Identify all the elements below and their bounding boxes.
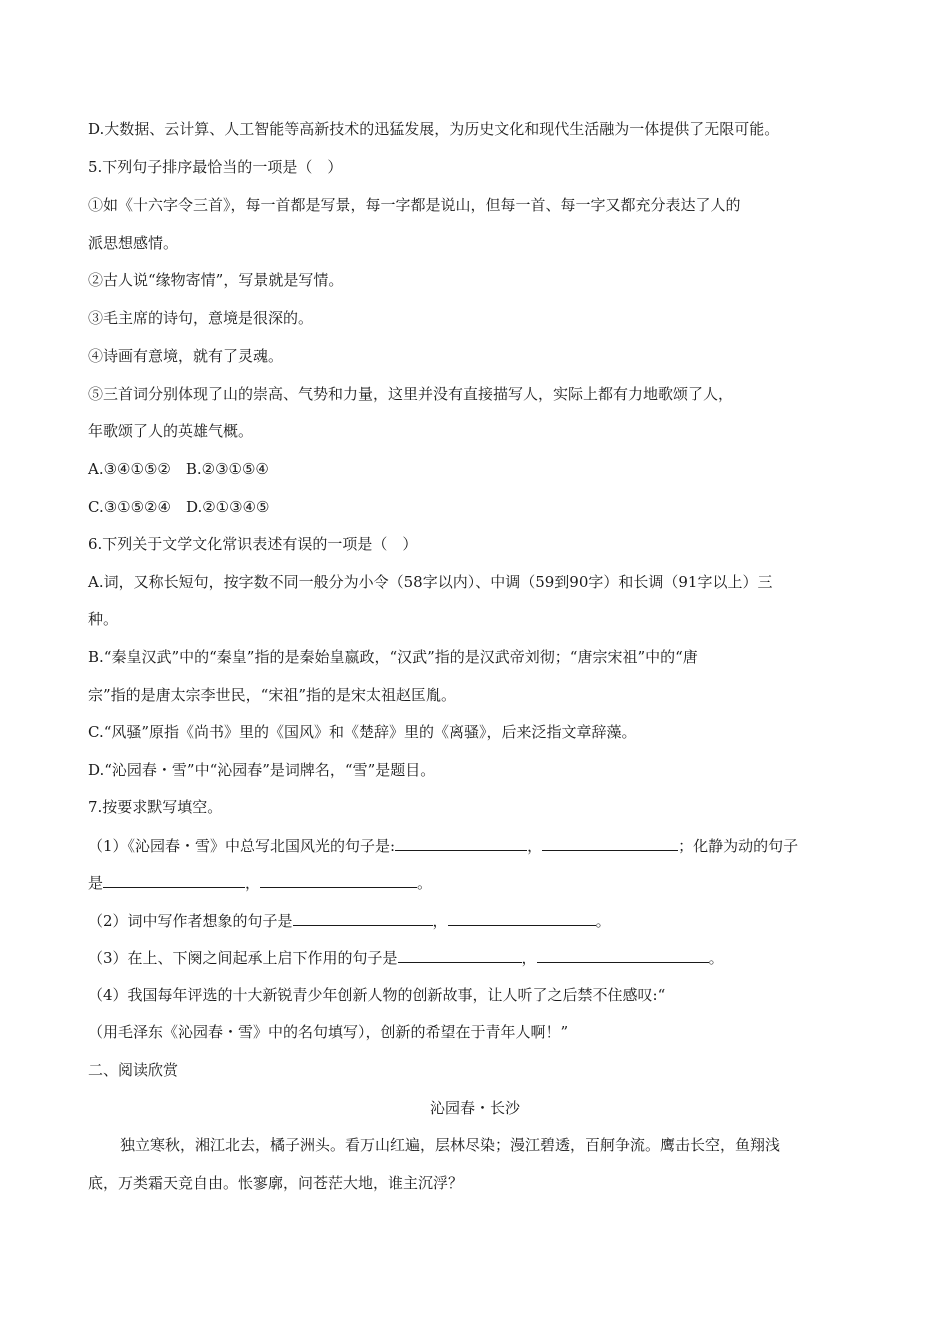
q7-part-1-line-2 (88, 872, 432, 893)
q7-part-2 (88, 910, 611, 931)
punctuation: 。 (417, 874, 433, 892)
sentence-4: ④诗画有意境，就有了灵魂。 (88, 347, 284, 365)
section-heading: 二、阅读欣赏 (88, 1061, 179, 1079)
q7-part-4-line-2: （用毛泽东《沁园春・雪》中的名句填写），创新的希望在于青年人啊！” (88, 1023, 569, 1041)
punctuation: 。 (708, 949, 724, 967)
fill-blank[interactable] (448, 910, 596, 926)
fill-blank[interactable] (395, 835, 527, 851)
q6-option-c: C.“风骚”原指《尚书》里的《国风》和《楚辞》里的《离骚》，后来泛指文章辞藻。 (88, 723, 637, 741)
q6-option-a-line-2: 种。 (88, 610, 119, 628)
q5-options-cd: C.③①⑤②④ D.②①③④⑤ (88, 498, 270, 516)
q7-part-4-line-1: （4）我国每年评选的十大新锐青少年创新人物的创新故事，让人听了之后禁不住感叹:“ (88, 986, 666, 1004)
sentence-1-line-1: ①如《十六字令三首》，每一首都是写景，每一字都是说山，但每一首、每一字又都充分表达了人的 (88, 196, 741, 214)
sentence-3: ③毛主席的诗句，意境是很深的。 (88, 309, 314, 327)
fill-blank[interactable] (260, 872, 417, 888)
poem-title: 沁园春・长沙 (429, 1099, 520, 1117)
q7-part-1-prompt-b: ；化静为动的句子 (678, 837, 799, 855)
punctuation: ， (245, 874, 261, 892)
sentence-1-line-2: 派思想感情。 (88, 234, 179, 252)
q6-option-d: D.“沁园春・雪”中“沁园春”是词牌名，“雪”是题目。 (88, 761, 436, 779)
sentence-5-line-1: ⑤三首词分别体现了山的崇高、气势和力量，这里并没有直接描写人，实际上都有力地歌颂了人， (88, 385, 734, 403)
q6-option-b-line-1: B.“秦皇汉武”中的“秦皇”指的是秦始皇嬴政，“汉武”指的是汉武帝刘彻；“唐宗宋祖”中的“唐 (88, 648, 698, 666)
q5-options-ab: A.③④①⑤② B.②③①⑤④ (88, 460, 269, 478)
question-7: 7.按要求默写填空。 (88, 798, 223, 816)
fill-blank[interactable] (293, 910, 433, 926)
q4-option-d: D.大数据、云计算、人工智能等高新技术的迅猛发展，为历史文化和现代生活融为一体提供了无限可能。 (88, 120, 780, 138)
punctuation: ， (521, 949, 537, 967)
punctuation: ， (527, 837, 543, 855)
q6-option-b-line-2: 宗”指的是唐太宗李世民，“宋祖”指的是宋太祖赵匡胤。 (88, 686, 457, 704)
q7-part-1-prompt-c: 是 (88, 874, 104, 892)
fill-blank[interactable] (542, 835, 678, 851)
poem-line-2: 底，万类霜天竞自由。怅寥廓，问苍茫大地，谁主沉浮？ (88, 1174, 464, 1192)
punctuation: 。 (595, 912, 611, 930)
fill-blank[interactable] (103, 872, 245, 888)
q7-part-1-line-1 (88, 835, 798, 856)
q7-part-1-prompt: （1）《沁园春・雪》中总写北国风光的句子是: (88, 837, 396, 855)
sentence-5-line-2: 年歌颂了人的英雄气概。 (88, 422, 254, 440)
fill-blank[interactable] (537, 947, 709, 963)
q6-option-a-line-1: A.词，又称长短句，按字数不同一般分为小令（58字以内）、中调（59到90字）和长调（91字以上）三 (88, 573, 773, 591)
fill-blank[interactable] (398, 947, 522, 963)
q7-part-3 (88, 947, 724, 968)
poem-line-1: 独立寒秋，湘江北去，橘子洲头。看万山红遍，层林尽染；漫江碧透，百舸争流。鹰击长空，鱼翔浅 (120, 1136, 781, 1154)
punctuation: ， (432, 912, 448, 930)
sentence-2: ②古人说“缘物寄情”，写景就是写情。 (88, 271, 344, 289)
q7-part-3-prompt: （3）在上、下阕之间起承上启下作用的句子是 (88, 949, 398, 967)
question-5: 5.下列句子排序最恰当的一项是（ ） (88, 158, 343, 176)
question-6: 6.下列关于文学文化常识表述有误的一项是（ ） (88, 535, 418, 553)
q7-part-2-prompt: （2）词中写作者想象的句子是 (88, 912, 293, 930)
